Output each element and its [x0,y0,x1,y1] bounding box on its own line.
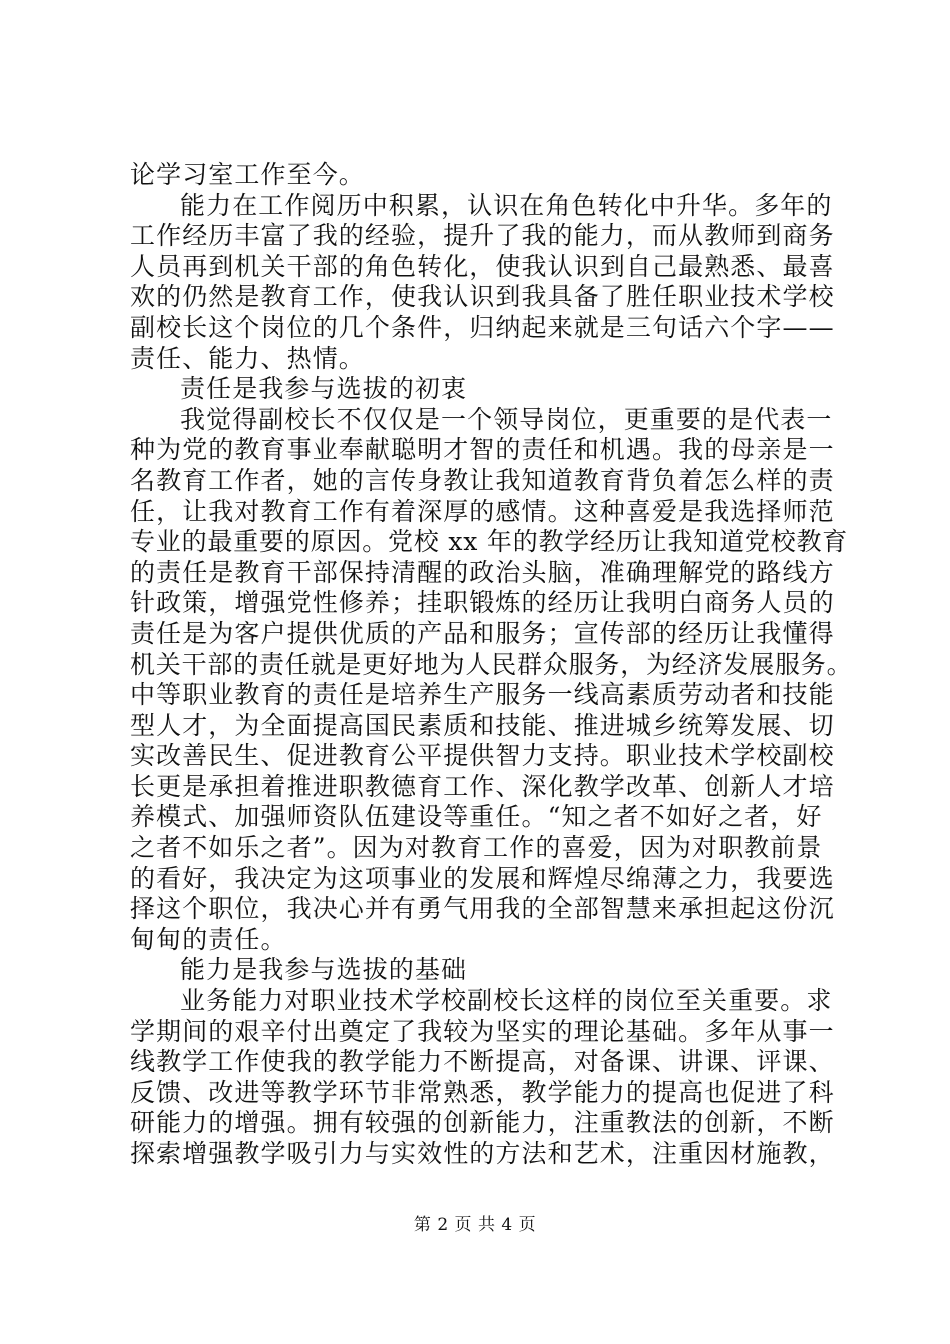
text-line: 专业的最重要的原因。党校 xx 年的教学经历让我知道党校教育 [130,527,849,557]
text-line: 中等职业教育的责任是培养生产服务一线高素质劳动者和技能 [130,680,835,710]
text-line: 种为党的教育事业奉献聪明才智的责任和机遇。我的母亲是一 [130,435,835,465]
text-line: 副校长这个岗位的几个条件，归纳起来就是三句话六个字—— [130,312,835,342]
text-line: 能力在工作阅历中积累，认识在角色转化中升华。多年的 [180,190,833,220]
text-line: 养模式、加强师资队伍建设等重任。“知之者不如好之者，好 [130,802,823,832]
text-line: 之者不如乐之者”。因为对教育工作的喜爱，因为对职教前景 [130,833,823,863]
text-line: 实改善民生、促进教育公平提供智力支持。职业技术学校副校 [130,741,835,771]
text-line: 择这个职位，我决心并有勇气用我的全部智慧来承担起这份沉 [130,894,835,924]
text-line: 名教育工作者，她的言传身教让我知道教育背负着怎么样的责 [130,465,835,495]
document-body [130,160,853,1170]
text-line: 的看好，我决定为这项事业的发展和辉煌尽绵薄之力，我要选 [130,863,835,893]
text-line: 能力是我参与选拔的基础 [180,955,468,985]
text-line: 工作经历丰富了我的经验，提升了我的能力，而从教师到商务 [130,221,835,251]
text-line: 责任、能力、热情。 [130,343,365,373]
text-line: 型人才，为全面提高国民素质和技能、推进城乡统筹发展、切 [130,710,835,740]
text-line: 探索增强教学吸引力与实效性的方法和艺术，注重因材施教， [130,1139,835,1168]
text-line: 责任是为客户提供优质的产品和服务；宣传部的经历让我懂得 [130,618,835,648]
text-line: 学期间的艰辛付出奠定了我较为坚实的理论基础。多年从事一 [130,1016,835,1046]
text-line: 责任是我参与选拔的初衷 [180,374,468,404]
text-line: 反馈、改进等教学环节非常熟悉，教学能力的提高也促进了科 [130,1077,835,1107]
text-line: 我觉得副校长不仅仅是一个领导岗位，更重要的是代表一 [180,404,833,434]
text-line: 人员再到机关干部的角色转化，使我认识到自己最熟悉、最喜 [130,251,835,281]
text-line: 长更是承担着推进职教德育工作、深化教学改革、创新人才培 [130,771,835,801]
text-line: 的责任是教育干部保持清醒的政治头脑，准确理解党的路线方 [130,557,835,587]
text-line: 任，让我对教育工作有着深厚的感情。这种喜爱是我选择师范 [130,496,835,526]
text-line: 甸甸的责任。 [130,924,287,954]
text-line: 业务能力对职业技术学校副校长这样的岗位至关重要。求 [180,986,833,1016]
text-line: 论学习室工作至今。 [130,160,365,189]
page-number-footer: 第 2 页 共 4 页 [413,1215,537,1235]
text-line: 研能力的增强。拥有较强的创新能力，注重教法的创新，不断 [130,1108,835,1138]
text-line: 欢的仍然是教育工作，使我认识到我具备了胜任职业技术学校 [130,282,835,312]
text-line: 针政策，增强党性修养；挂职锻炼的经历让我明白商务人员的 [130,588,835,618]
text-line: 线教学工作使我的教学能力不断提高，对备课、讲课、评课、 [130,1047,835,1077]
text-line: 机关干部的责任就是更好地为人民群众服务，为经济发展服务。 [130,649,853,679]
